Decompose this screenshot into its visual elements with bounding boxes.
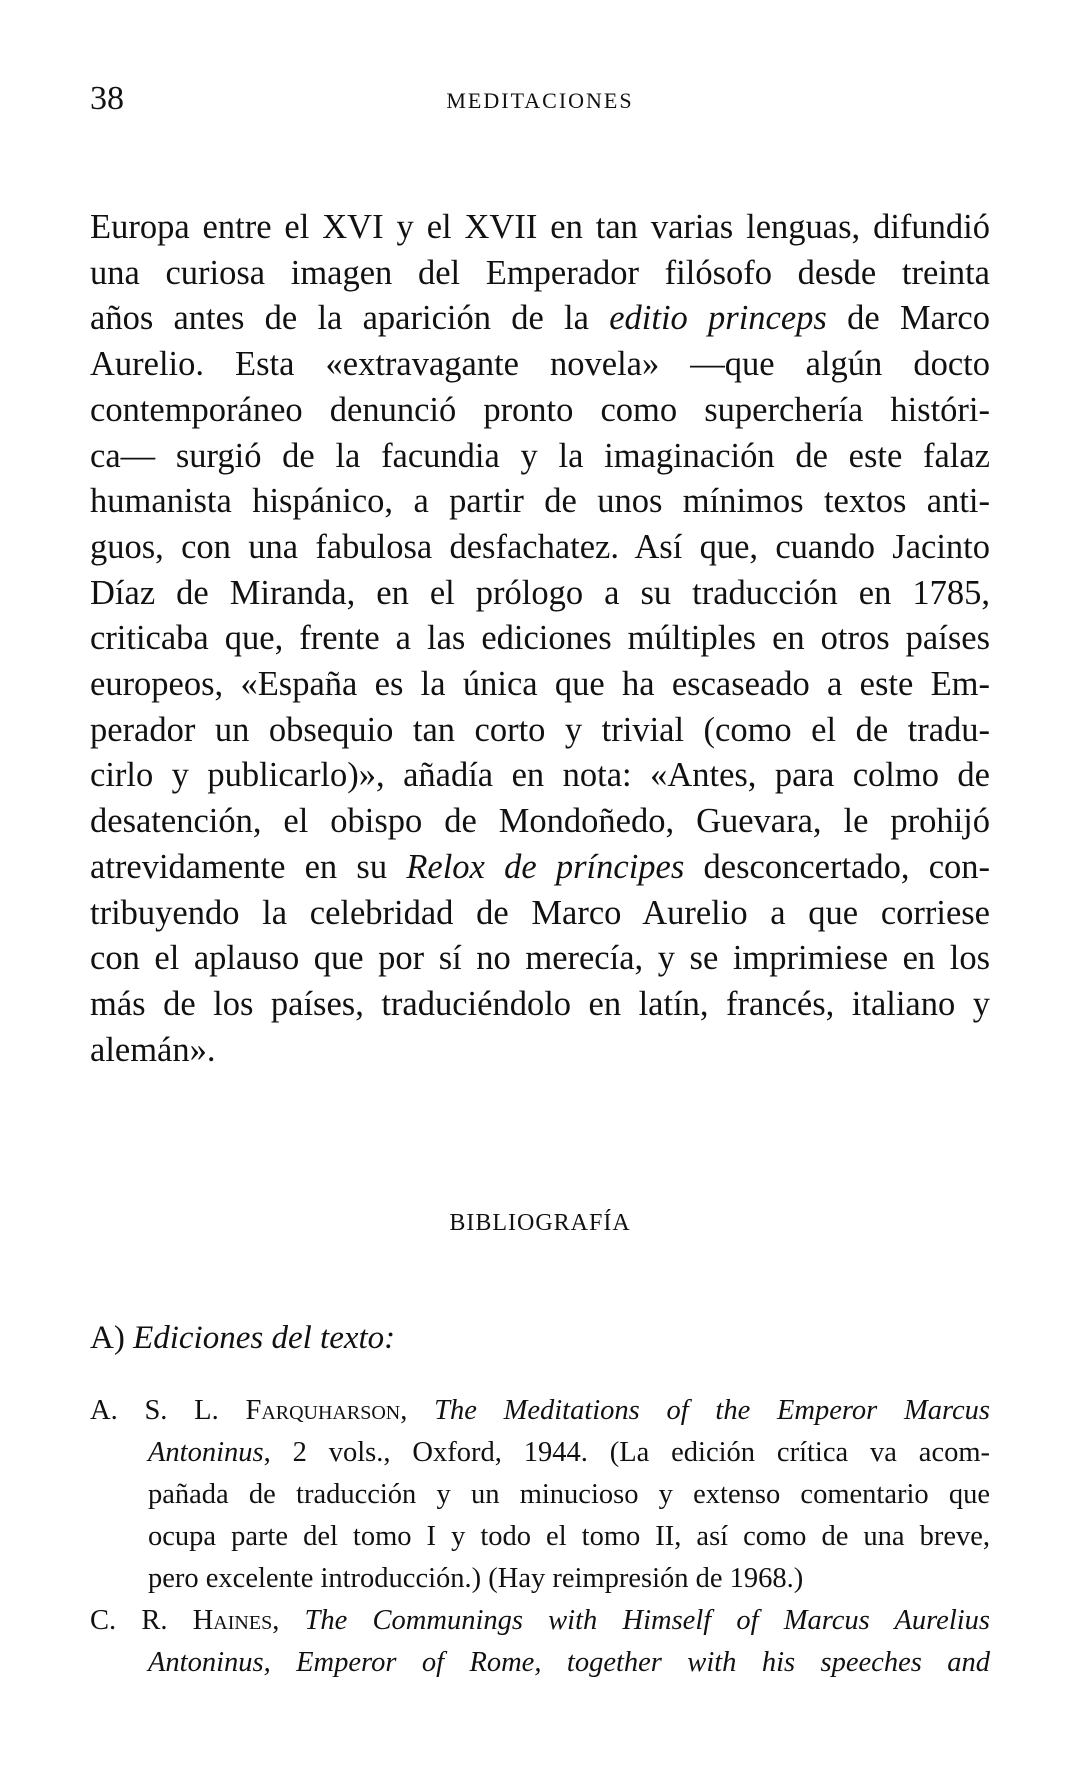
entry-line: pañada de traducción y un minucioso y extenso comentario que <box>148 1479 990 1510</box>
author-surname: Farquharson <box>245 1395 401 1426</box>
separator: , <box>272 1605 305 1636</box>
bibliography-entry-haines <box>90 1600 990 1684</box>
text-line: Europa entre el XVI y el XVII en tan varias lenguas, difundió <box>90 208 990 246</box>
italic-title-editio-princeps: editio princeps <box>609 299 827 338</box>
text-line: más de los países, traduciéndolo en latín, francés, italiano y <box>90 984 990 1023</box>
text-line: Aurelio. Esta «extravagante novela» —que algún docto <box>90 345 990 384</box>
book-title: The Meditations of the Emperor Marcus <box>434 1395 991 1426</box>
book-title-cont: Antoninus <box>148 1437 264 1468</box>
entry-line: ocupa parte del tomo I y todo el tomo II, así como de una breve, <box>148 1521 990 1552</box>
text-line: cirlo y publicarlo)», añadía en nota: «Antes, para colmo de <box>90 756 990 795</box>
bibliography-heading: BIBLIOGRAFÍA <box>449 1210 631 1236</box>
text-line: tribuyendo la celebridad de Marco Aurelio a que corriese <box>90 893 990 932</box>
entry-line <box>90 1390 990 1432</box>
text-line: criticaba que, frente a las ediciones múltiples en otros países <box>90 619 990 658</box>
text-line: guos, con una fabulosa desfachatez. Así que, cuando Jacinto <box>90 527 990 566</box>
page-number: 38 <box>90 80 124 117</box>
text-run: de Marco <box>826 299 990 338</box>
text-line: una curiosa imagen del Emperador filósofo desde treinta <box>90 253 990 292</box>
body-paragraph <box>90 205 990 1073</box>
text-run: desconcertado, con- <box>684 847 990 886</box>
author-surname: Haines <box>192 1605 273 1636</box>
text-line: perador un obsequio tan corto y trivial (como el de tradu- <box>90 710 990 749</box>
text-line: Díaz de Miranda, en el prólogo a su traducción en 1785, <box>90 573 990 612</box>
italic-title-relox: Relox de príncipes <box>406 847 685 886</box>
book-title: The Communings with Himself of Marcus Aurelius <box>304 1605 991 1636</box>
section-label: A) <box>90 1320 125 1356</box>
entry-line <box>90 1432 990 1474</box>
text-line: con el aplauso que por sí no merecía, y se imprimiese en los <box>90 939 990 978</box>
text-line: ca— surgió de la facundia y la imaginación de este falaz <box>90 436 990 475</box>
text-line: europeos, «España es la única que ha escaseado a este Em- <box>90 665 990 704</box>
text-line: desatención, el obispo de Mondoñedo, Guevara, le prohijó <box>90 802 990 841</box>
separator: , <box>400 1395 435 1426</box>
bibliography-entry-farquharson <box>90 1390 990 1600</box>
entry-line: pero excelente introducción.) (Hay reimpresión de 1968.) <box>148 1563 804 1594</box>
text-line: humanista hispánico, a partir de unos mínimos textos anti- <box>90 482 990 521</box>
entry-text: , 2 vols., Oxford, 1944. (La edición crítica va acom- <box>263 1437 990 1468</box>
text-run: años antes de la aparición de la <box>90 299 610 338</box>
author-initials: A. S. L. <box>90 1395 246 1426</box>
text-run: atrevidamente en su <box>90 847 407 886</box>
text-line: alemán». <box>90 1030 216 1069</box>
section-title: Ediciones del texto: <box>133 1320 396 1356</box>
entry-line <box>90 1642 990 1684</box>
entry-line <box>90 1600 990 1642</box>
text-line: contemporáneo denunció pronto como superchería históri- <box>90 390 990 429</box>
bibliography-section-title <box>90 1320 395 1357</box>
book-title-cont: Antoninus, Emperor of Rome, together with his speeches and <box>148 1647 990 1678</box>
running-title: MEDITACIONES <box>446 88 634 113</box>
text-line <box>90 845 990 891</box>
running-head <box>90 80 990 130</box>
text-line <box>90 296 990 342</box>
author-initials: C. R. <box>90 1605 193 1636</box>
